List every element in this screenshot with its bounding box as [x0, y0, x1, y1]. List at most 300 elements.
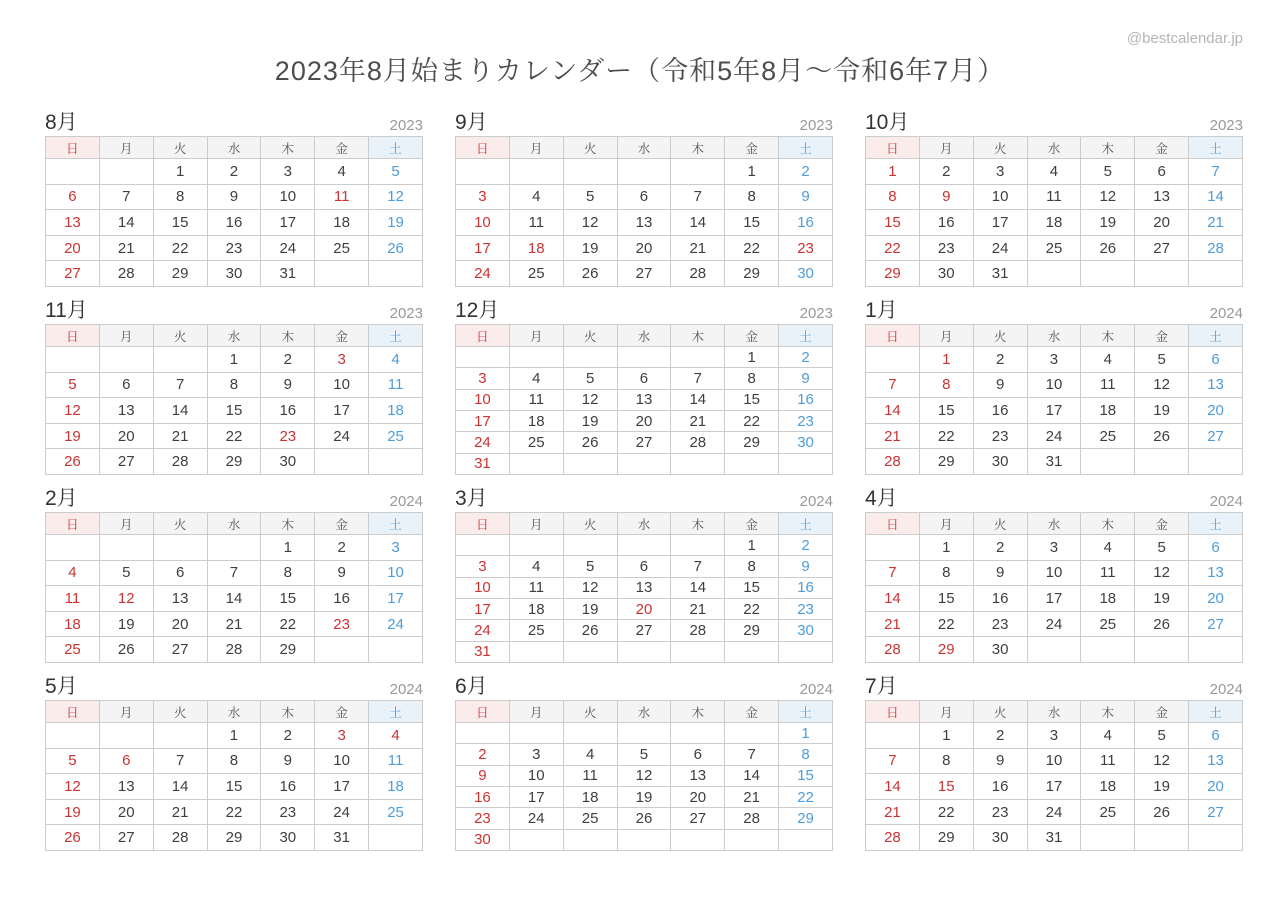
date-cell: 8 [919, 372, 973, 398]
empty-cell [509, 347, 563, 368]
empty-cell [1081, 449, 1135, 475]
date-cell: 26 [1135, 423, 1189, 449]
weekday-header-cell: 月 [919, 137, 973, 159]
date-cell: 30 [779, 261, 833, 287]
weekday-header-cell: 土 [1189, 325, 1243, 347]
date-cell: 27 [99, 825, 153, 851]
month-year: 2024 [799, 493, 833, 510]
date-cell: 23 [315, 611, 369, 637]
date-cell: 8 [725, 368, 779, 389]
date-cell: 19 [1135, 398, 1189, 424]
month-label: 11月 [45, 299, 88, 322]
date-cell: 10 [369, 560, 423, 586]
date-cell: 17 [369, 586, 423, 612]
date-cell: 4 [509, 556, 563, 577]
date-cell: 1 [725, 159, 779, 185]
weekday-header-cell: 水 [1027, 513, 1081, 535]
date-cell: 1 [261, 535, 315, 561]
week-row [456, 347, 833, 368]
week-row [866, 449, 1243, 475]
date-cell: 22 [207, 799, 261, 825]
date-cell: 21 [671, 410, 725, 431]
empty-cell [563, 453, 617, 474]
date-cell: 25 [509, 620, 563, 641]
date-cell: 13 [46, 210, 100, 236]
week-row [866, 637, 1243, 663]
month-header [455, 110, 833, 133]
date-cell: 31 [1027, 825, 1081, 851]
month-label: 5月 [45, 675, 78, 698]
date-cell: 6 [1189, 723, 1243, 749]
date-cell: 24 [1027, 611, 1081, 637]
weekday-header-cell: 水 [1027, 701, 1081, 723]
date-cell: 28 [866, 449, 920, 475]
week-row [456, 535, 833, 556]
date-cell: 30 [779, 620, 833, 641]
empty-cell [563, 347, 617, 368]
week-row [46, 372, 423, 398]
date-cell: 27 [617, 432, 671, 453]
weekday-header-cell: 土 [369, 701, 423, 723]
week-row [46, 774, 423, 800]
weekday-header-cell: 火 [153, 701, 207, 723]
date-cell: 1 [919, 535, 973, 561]
weekday-header-cell: 日 [46, 513, 100, 535]
month-header [865, 674, 1243, 697]
empty-cell [779, 641, 833, 662]
month-label: 9月 [455, 111, 488, 134]
date-cell: 6 [99, 372, 153, 398]
date-cell: 22 [261, 611, 315, 637]
date-cell: 27 [46, 261, 100, 287]
date-cell: 10 [315, 748, 369, 774]
empty-cell [207, 535, 261, 561]
date-cell: 9 [919, 184, 973, 210]
date-cell: 17 [509, 786, 563, 807]
date-cell: 21 [671, 235, 725, 261]
date-cell: 1 [866, 159, 920, 185]
empty-cell [1135, 261, 1189, 287]
date-cell: 13 [1189, 372, 1243, 398]
empty-cell [725, 829, 779, 850]
empty-cell [99, 159, 153, 185]
date-cell: 27 [1189, 423, 1243, 449]
date-cell: 29 [919, 825, 973, 851]
date-cell: 26 [617, 808, 671, 829]
empty-cell [456, 347, 510, 368]
date-cell: 13 [1135, 184, 1189, 210]
weekday-header-cell: 火 [563, 325, 617, 347]
empty-cell [315, 637, 369, 663]
weekday-header-cell: 月 [509, 325, 563, 347]
date-cell: 19 [1135, 586, 1189, 612]
week-row [866, 825, 1243, 851]
date-cell: 4 [46, 560, 100, 586]
weekday-header-cell: 土 [369, 513, 423, 535]
weekday-header-cell: 水 [207, 325, 261, 347]
weekday-header-row [866, 325, 1243, 347]
date-cell: 12 [1081, 184, 1135, 210]
date-cell: 15 [725, 210, 779, 236]
date-cell: 5 [563, 368, 617, 389]
week-row [456, 261, 833, 287]
weekday-header-cell: 土 [369, 137, 423, 159]
week-row [866, 423, 1243, 449]
week-row [866, 586, 1243, 612]
weekday-header-cell: 日 [866, 325, 920, 347]
week-row [46, 159, 423, 185]
date-cell: 11 [509, 577, 563, 598]
month-calendar [455, 136, 833, 287]
date-cell: 18 [509, 598, 563, 619]
empty-cell [617, 535, 671, 556]
date-cell: 19 [46, 799, 100, 825]
date-cell: 17 [456, 235, 510, 261]
date-cell: 29 [725, 432, 779, 453]
date-cell: 17 [1027, 586, 1081, 612]
weekday-header-cell: 水 [207, 701, 261, 723]
date-cell: 26 [563, 261, 617, 287]
weekday-header-cell: 木 [261, 137, 315, 159]
date-cell: 15 [919, 398, 973, 424]
weekday-header-cell: 木 [671, 513, 725, 535]
date-cell: 6 [1189, 347, 1243, 373]
week-row [866, 611, 1243, 637]
date-cell: 2 [779, 535, 833, 556]
date-cell: 23 [973, 799, 1027, 825]
date-cell: 26 [1135, 611, 1189, 637]
date-cell: 30 [456, 829, 510, 850]
date-cell: 20 [1189, 586, 1243, 612]
empty-cell [46, 347, 100, 373]
date-cell: 28 [153, 825, 207, 851]
weekday-header-cell: 土 [1189, 513, 1243, 535]
date-cell: 20 [671, 786, 725, 807]
date-cell: 15 [725, 389, 779, 410]
date-cell: 6 [1135, 159, 1189, 185]
date-cell: 10 [1027, 560, 1081, 586]
date-cell: 16 [207, 210, 261, 236]
date-cell: 1 [207, 347, 261, 373]
month-block [865, 110, 1243, 287]
date-cell: 7 [153, 372, 207, 398]
date-cell: 12 [99, 586, 153, 612]
date-cell: 2 [261, 723, 315, 749]
date-cell: 5 [1135, 535, 1189, 561]
date-cell: 20 [1135, 210, 1189, 236]
month-block [45, 298, 423, 475]
week-row [46, 799, 423, 825]
weekday-header-cell: 火 [563, 137, 617, 159]
date-cell: 14 [866, 586, 920, 612]
date-cell: 14 [671, 389, 725, 410]
week-row [456, 765, 833, 786]
week-row [866, 210, 1243, 236]
date-cell: 29 [725, 261, 779, 287]
date-cell: 9 [973, 372, 1027, 398]
date-cell: 31 [1027, 449, 1081, 475]
month-block [455, 110, 833, 287]
date-cell: 18 [369, 774, 423, 800]
month-header [455, 486, 833, 509]
week-row [46, 235, 423, 261]
date-cell: 16 [456, 786, 510, 807]
weekday-header-row [456, 513, 833, 535]
date-cell: 9 [779, 184, 833, 210]
week-row [866, 535, 1243, 561]
date-cell: 17 [261, 210, 315, 236]
month-block [45, 486, 423, 663]
weekday-header-cell: 火 [153, 325, 207, 347]
date-cell: 3 [1027, 347, 1081, 373]
date-cell: 14 [866, 774, 920, 800]
weekday-header-cell: 日 [456, 137, 510, 159]
weekday-header-cell: 金 [1135, 701, 1189, 723]
weekday-header-cell: 火 [153, 137, 207, 159]
date-cell: 19 [563, 598, 617, 619]
month-calendar [45, 700, 423, 851]
week-row [456, 410, 833, 431]
date-cell: 29 [779, 808, 833, 829]
weekday-header-cell: 金 [1135, 137, 1189, 159]
empty-cell [617, 829, 671, 850]
date-cell: 8 [779, 744, 833, 765]
empty-cell [99, 535, 153, 561]
date-cell: 11 [1081, 748, 1135, 774]
month-calendar [865, 700, 1243, 851]
date-cell: 24 [973, 235, 1027, 261]
date-cell: 6 [46, 184, 100, 210]
week-row [46, 748, 423, 774]
date-cell: 18 [1081, 774, 1135, 800]
weekday-header-cell: 火 [563, 513, 617, 535]
date-cell: 30 [973, 637, 1027, 663]
date-cell: 3 [973, 159, 1027, 185]
date-cell: 18 [1027, 210, 1081, 236]
date-cell: 24 [456, 620, 510, 641]
month-label: 7月 [865, 675, 898, 698]
date-cell: 31 [261, 261, 315, 287]
date-cell: 14 [153, 774, 207, 800]
date-cell: 25 [563, 808, 617, 829]
date-cell: 1 [919, 347, 973, 373]
date-cell: 16 [973, 586, 1027, 612]
date-cell: 17 [456, 598, 510, 619]
weekday-header-cell: 月 [99, 701, 153, 723]
date-cell: 3 [509, 744, 563, 765]
empty-cell [509, 159, 563, 185]
empty-cell [456, 159, 510, 185]
month-year: 2023 [799, 305, 833, 322]
week-row [866, 723, 1243, 749]
weekday-header-cell: 火 [563, 701, 617, 723]
date-cell: 30 [207, 261, 261, 287]
empty-cell [1081, 825, 1135, 851]
date-cell: 22 [153, 235, 207, 261]
weekday-header-cell: 金 [315, 513, 369, 535]
date-cell: 3 [315, 347, 369, 373]
week-row [456, 808, 833, 829]
weekday-header-cell: 木 [671, 137, 725, 159]
month-year: 2024 [1209, 493, 1243, 510]
date-cell: 15 [207, 774, 261, 800]
week-row [456, 432, 833, 453]
empty-cell [456, 723, 510, 744]
month-label: 3月 [455, 487, 488, 510]
date-cell: 10 [456, 210, 510, 236]
month-calendar [45, 324, 423, 475]
month-year: 2023 [389, 305, 423, 322]
week-row [866, 261, 1243, 287]
month-header [455, 298, 833, 321]
month-block [865, 674, 1243, 851]
date-cell: 3 [456, 556, 510, 577]
date-cell: 14 [1189, 184, 1243, 210]
empty-cell [46, 723, 100, 749]
date-cell: 7 [866, 560, 920, 586]
weekday-header-row [456, 137, 833, 159]
date-cell: 7 [866, 372, 920, 398]
date-cell: 16 [973, 398, 1027, 424]
empty-cell [456, 535, 510, 556]
month-year: 2024 [389, 681, 423, 698]
date-cell: 19 [1135, 774, 1189, 800]
empty-cell [725, 453, 779, 474]
date-cell: 28 [99, 261, 153, 287]
date-cell: 3 [456, 368, 510, 389]
empty-cell [617, 641, 671, 662]
empty-cell [46, 159, 100, 185]
date-cell: 10 [456, 577, 510, 598]
week-row [46, 449, 423, 475]
date-cell: 31 [315, 825, 369, 851]
date-cell: 8 [207, 748, 261, 774]
date-cell: 14 [99, 210, 153, 236]
week-row [46, 637, 423, 663]
date-cell: 25 [315, 235, 369, 261]
week-row [456, 620, 833, 641]
date-cell: 26 [46, 449, 100, 475]
empty-cell [866, 535, 920, 561]
date-cell: 4 [369, 723, 423, 749]
weekday-header-cell: 水 [617, 137, 671, 159]
empty-cell [779, 829, 833, 850]
date-cell: 11 [563, 765, 617, 786]
date-cell: 5 [46, 372, 100, 398]
weekday-header-cell: 金 [1135, 325, 1189, 347]
month-label: 10月 [865, 111, 910, 134]
date-cell: 1 [207, 723, 261, 749]
date-cell: 12 [1135, 372, 1189, 398]
date-cell: 1 [725, 535, 779, 556]
date-cell: 24 [315, 799, 369, 825]
date-cell: 22 [207, 423, 261, 449]
week-row [456, 368, 833, 389]
date-cell: 25 [46, 637, 100, 663]
date-cell: 13 [617, 577, 671, 598]
date-cell: 29 [261, 637, 315, 663]
weekday-header-cell: 木 [1081, 513, 1135, 535]
date-cell: 23 [779, 410, 833, 431]
week-row [866, 799, 1243, 825]
date-cell: 13 [671, 765, 725, 786]
date-cell: 28 [1189, 235, 1243, 261]
week-row [46, 535, 423, 561]
date-cell: 27 [1189, 611, 1243, 637]
week-row [456, 641, 833, 662]
month-header [45, 110, 423, 133]
weekday-header-cell: 火 [153, 513, 207, 535]
date-cell: 9 [315, 560, 369, 586]
date-cell: 8 [919, 748, 973, 774]
weekday-header-row [46, 701, 423, 723]
date-cell: 10 [261, 184, 315, 210]
weekday-header-cell: 木 [1081, 701, 1135, 723]
weekday-header-cell: 日 [456, 325, 510, 347]
empty-cell [315, 261, 369, 287]
empty-cell [563, 829, 617, 850]
date-cell: 4 [509, 184, 563, 210]
date-cell: 6 [99, 748, 153, 774]
date-cell: 2 [207, 159, 261, 185]
date-cell: 28 [153, 449, 207, 475]
calendar-grid [0, 110, 1280, 851]
date-cell: 15 [779, 765, 833, 786]
date-cell: 13 [1189, 560, 1243, 586]
date-cell: 29 [866, 261, 920, 287]
weekday-header-cell: 金 [315, 325, 369, 347]
date-cell: 10 [1027, 748, 1081, 774]
date-cell: 2 [779, 347, 833, 368]
date-cell: 15 [725, 577, 779, 598]
date-cell: 21 [1189, 210, 1243, 236]
empty-cell [1027, 261, 1081, 287]
month-header [45, 486, 423, 509]
date-cell: 28 [671, 620, 725, 641]
date-cell: 15 [261, 586, 315, 612]
weekday-header-cell: 木 [261, 325, 315, 347]
date-cell: 11 [509, 389, 563, 410]
date-cell: 4 [1081, 535, 1135, 561]
empty-cell [1189, 637, 1243, 663]
month-header [45, 674, 423, 697]
date-cell: 21 [99, 235, 153, 261]
date-cell: 24 [369, 611, 423, 637]
date-cell: 23 [779, 235, 833, 261]
empty-cell [153, 723, 207, 749]
weekday-header-cell: 水 [207, 137, 261, 159]
date-cell: 24 [456, 261, 510, 287]
date-cell: 20 [1189, 774, 1243, 800]
date-cell: 14 [207, 586, 261, 612]
weekday-header-cell: 月 [919, 701, 973, 723]
date-cell: 22 [919, 611, 973, 637]
date-cell: 10 [1027, 372, 1081, 398]
date-cell: 15 [153, 210, 207, 236]
date-cell: 11 [1027, 184, 1081, 210]
weekday-header-cell: 日 [456, 701, 510, 723]
date-cell: 16 [779, 210, 833, 236]
empty-cell [671, 159, 725, 185]
date-cell: 2 [919, 159, 973, 185]
date-cell: 12 [617, 765, 671, 786]
weekday-header-cell: 金 [1135, 513, 1189, 535]
date-cell: 9 [261, 748, 315, 774]
date-cell: 27 [99, 449, 153, 475]
date-cell: 26 [99, 637, 153, 663]
date-cell: 9 [261, 372, 315, 398]
date-cell: 5 [369, 159, 423, 185]
